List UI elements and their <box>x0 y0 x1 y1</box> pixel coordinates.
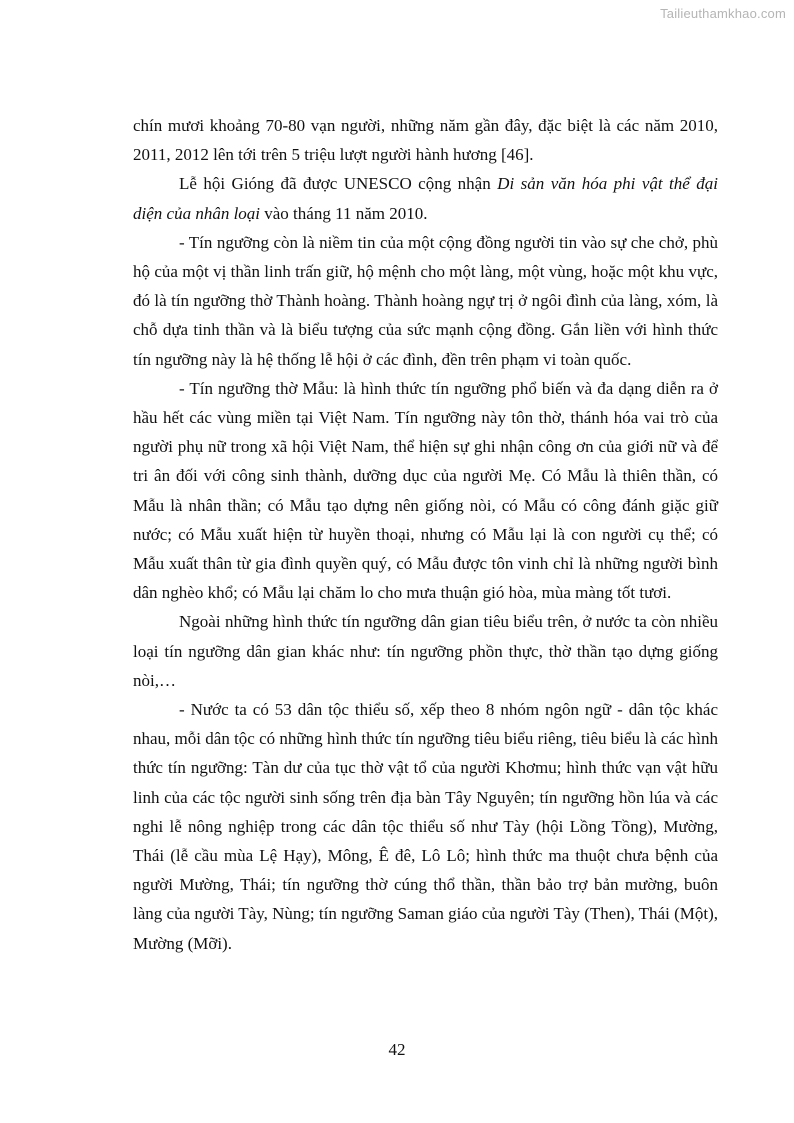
page-number: 42 <box>388 1040 406 1059</box>
watermark-text: Tailieuthamkhao.com <box>660 6 786 21</box>
document-body <box>133 111 718 958</box>
paragraph-unesco-lead: Lễ hội Gióng đã được UNESCO cộng nhận <box>179 174 498 194</box>
paragraph-tho-mau: - Tín ngưỡng thờ Mẫu: là hình thức tín ngưỡng phổ biến và đa dạng diễn ra ở hầu hết các vùng miền tại Việt Nam. Tín ngưỡng này tôn thờ, thánh hóa vai trò của người phụ nữ trong xã hội Việt Nam, thể hiện sự ghi nhận công ơn của giới nữ và để tri ân đối với công sinh thành, dưỡng dục của người Mẹ. Có Mẫu là thiên thần, có Mẫu là nhân thần; có Mẫu tạo dựng nên giống nòi, có Mẫu có công đánh giặc giữ nước; có Mẫu xuất hiện từ huyền thoại, nhưng có Mẫu lại là con người cụ thể; có Mẫu xuất thân từ gia đình quyền quý, có Mẫu được tôn vinh chỉ là những người bình dân nghèo khổ; có Mẫu lại chăm lo cho mưa thuận gió hòa, mùa màng tốt tươi. <box>133 378 718 603</box>
paragraph-unesco <box>133 169 718 227</box>
paragraph-unesco-italic: Di sản văn hóa phi vật thể đại diện của nhân loại <box>133 174 718 223</box>
paragraph-unesco-tail: vào tháng 11 năm 2010. <box>260 203 428 223</box>
paragraph-pilgrims: chín mươi khoảng 70-80 vạn người, những năm gần đây, đặc biệt là các năm 2010, 2011, 2012 lên tới trên 5 triệu lượt người hành hương [46]. <box>133 116 718 165</box>
paragraph-other-beliefs: Ngoài những hình thức tín ngưỡng dân gian tiêu biểu trên, ở nước ta còn nhiều loại tín ngưỡng dân gian khác như: tín ngưỡng phồn thực, thờ thần tạo dựng giống nòi,… <box>133 612 718 690</box>
paragraph-ethnic-minorities: - Nước ta có 53 dân tộc thiểu số, xếp theo 8 nhóm ngôn ngữ - dân tộc khác nhau, mỗi dân tộc có những hình thức tín ngưỡng tiêu biểu riêng, tiêu biểu là các hình thức tín ngưỡng: Tàn dư của tục thờ vật tổ của người Khơmu; hình thức vạn vật hữu linh của các tộc người sinh sống trên địa bàn Tây Nguyên; tín ngưỡng hồn lúa và các nghi lễ nông nghiệp trong các dân tộc thiểu số như Tày (hội Lồng Tồng), Mường, Thái (lễ cầu mùa Lệ Hạy), Mông, Ê đê, Lô Lô; hình thức ma thuột chưa bệnh của người Mường, Thái; tín ngưỡng thờ cúng thổ thần, thần bảo trợ bản mường, buôn làng của người Tày, Nùng; tín ngưỡng Saman giáo của người Tày (Then), Thái (Một), Mường (Mỡi). <box>133 700 718 953</box>
paragraph-thanh-hoang: - Tín ngưỡng còn là niềm tin của một cộng đồng người tin vào sự che chở, phù hộ của một vị thần linh trấn giữ, hộ mệnh cho một làng, một vùng, hoặc một khu vực, đó là tín ngưỡng thờ Thành hoàng. Thành hoàng ngự trị ở ngôi đình của làng, xóm, là chỗ dựa tinh thần và là biểu tượng của sức mạnh cộng đồng. Gắn liền với hình thức tín ngưỡng này là hệ thống lễ hội ở các đình, đền trên phạm vi toàn quốc. <box>133 232 718 369</box>
